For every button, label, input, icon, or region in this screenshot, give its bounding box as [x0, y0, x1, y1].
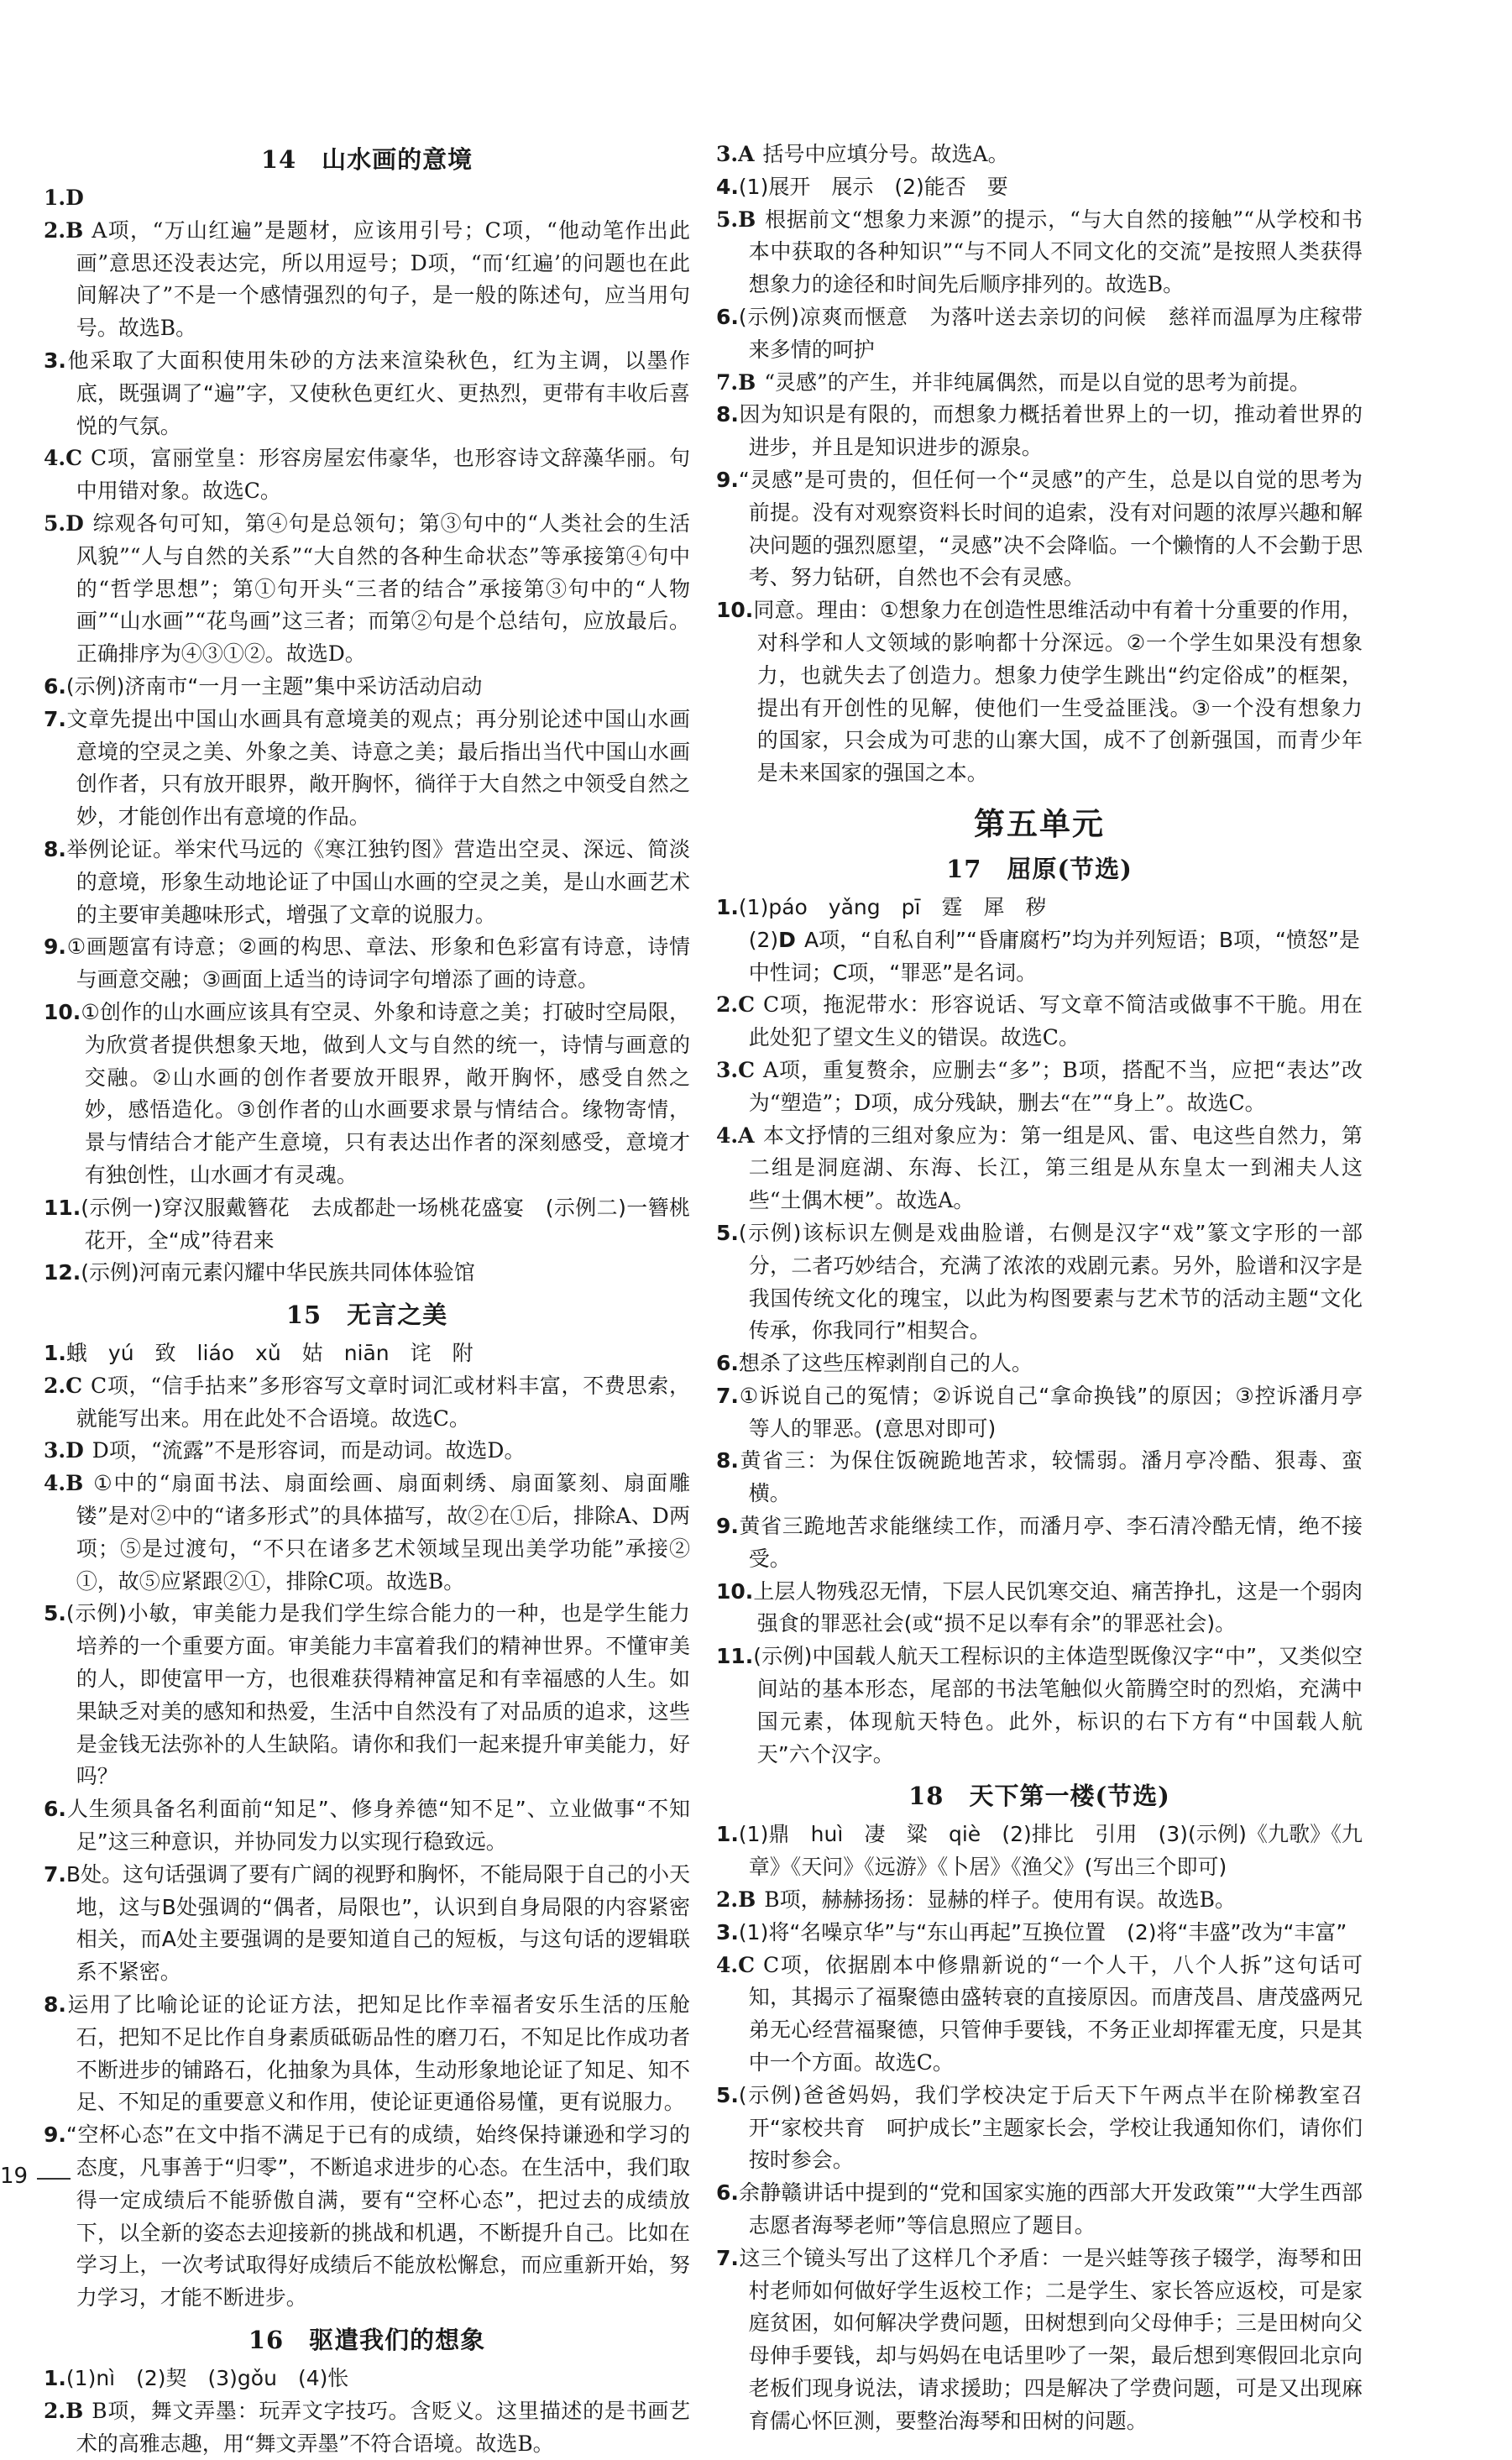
subitem-lead: (2) [748, 927, 779, 952]
answer-item [716, 139, 1363, 171]
unit-title: 第五单元 [974, 804, 1105, 842]
item-number: 2. [44, 217, 66, 243]
answer-text: C项，富丽堂皇：形容房屋宏伟豪华，也形容诗文辞藻华丽。句中用错对象。故选C。 [76, 446, 690, 504]
section-16-answers-left [44, 2363, 690, 2460]
answer-item [716, 1576, 1363, 1641]
answer-text: 因为知识是有限的，而想象力概括着世界上的一切，推动着世界的进步，并且是知识进步的源泉。 [738, 402, 1363, 460]
item-number: 5. [716, 1220, 739, 1245]
item-number: 7. [716, 369, 739, 395]
answer-item [716, 1641, 1363, 1771]
answer-text: 运用了比喻论证的论证方法，把知足比作幸福者安乐生活的压舱石，把知不足比作自身素质砥砺品性的磨刀石，不知足比作成功者不断进步的铺路石，化抽象为具体，生动形象地论证了知足、知不足、不知足的重要意义和作用，使论证更通俗易懂，更有说服力。 [65, 1992, 690, 2115]
item-number: 8. [716, 402, 739, 427]
answer-item [44, 1192, 690, 1258]
item-number: 10. [44, 999, 81, 1024]
item-number: 2. [716, 1887, 739, 1913]
item-number: 4. [716, 174, 739, 199]
page-number: 19 [0, 2164, 29, 2189]
section-title-15: 15 无言之美 [285, 1301, 448, 1330]
right-column [716, 139, 1363, 2438]
item-number: 10. [716, 598, 754, 623]
item-number: 6. [716, 304, 739, 329]
answer-text: “灵感”的产生，并非纯属偶然，而是以自觉的思考为前提。 [764, 369, 1311, 395]
answer-item [716, 1445, 1363, 1510]
answer-text: (1)展开 展示 (2)能否 要 [738, 174, 1008, 199]
item-number: 4. [44, 446, 66, 471]
answer-choice: C [738, 1952, 756, 1977]
answer-choice: B [738, 369, 756, 395]
item-number: 4. [716, 1952, 739, 1977]
answer-text: D项，“流露”不是形容词，而是动词。故选D。 [92, 1438, 526, 1463]
answer-choice: B [65, 2398, 84, 2423]
answer-text: A项，重复赘余，应删去“多”；B项，搭配不当，应把“表达”改为“塑造”；D项，成分残缺，删去“在”“身上”。故选C。 [748, 1057, 1363, 1115]
answer-text: 黄省三跪地苦求能继续工作，而潘月亭、李石清冷酷无情，绝不接受。 [738, 1514, 1363, 1571]
answer-choice: C [65, 446, 83, 471]
item-number: 4. [44, 1471, 66, 1496]
item-number: 5. [44, 510, 66, 536]
answer-choice: A [738, 142, 755, 166]
answer-item [44, 704, 690, 834]
left-column [44, 134, 690, 2460]
item-number: 5. [44, 1601, 66, 1626]
item-number: 6. [716, 1351, 739, 1376]
item-number: 8. [44, 836, 66, 861]
answer-text: 举例论证。举宋代马远的《寒江独钓图》营造出空灵、深远、简淡的意境，形象生动地论证了中国山水画的空灵之美，是山水画艺术的主要审美趣味形式，增强了文章的说服力。 [65, 836, 690, 927]
answer-choice: C [65, 1373, 83, 1398]
answer-text: “空杯心态”在文中指不满足于已有的成绩，始终保持谦逊和学习的态度，凡事善于“归零”，不断追求进步的心态。在生活中，我们取得一定成绩后不能骄傲自满，要有“空杯心态”，把过去的成绩放下，以全新的姿态去迎接新的挑战和机遇，不断提升自己。比如在学习上，一次考试取得好成绩后不能放松懈怠，而应重新开始，努力学习，才能不断进步。 [65, 2122, 690, 2311]
answer-item [44, 997, 690, 1192]
item-number: 6. [44, 673, 66, 699]
answer-text: (示例)小敏，审美能力是我们学生综合能力的一种，也是学生能力培养的一个重要方面。审美能力丰富着我们的精神世界。不懂审美的人，即使富甲一方，也很难获得精神富足和有幸福感的人生。如果缺乏对美的感知和热爱，生活中自然没有了对品质的追求，这些是金钱无法弥补的人生缺陷。请你和我们一起来提升审美能力，好吗？ [65, 1601, 690, 1789]
answer-item [44, 182, 690, 215]
answer-text: (示例)该标识左侧是戏曲脸谱，右侧是汉字“戏”篆文字形的一部分，二者巧妙结合，充满了浓浓的戏剧元素。另外，脸谱和汉字是我国传统文化的瑰宝，以此为构图要素与艺术节的活动主题“文化传承，你我同行”相契合。 [738, 1220, 1363, 1343]
answer-text: C项，拖泥带水：形容说话、写文章不简洁或做事不干脆。用在此处犯了望文生义的错误。故选C。 [748, 992, 1363, 1050]
item-number: 6. [716, 2180, 739, 2206]
answer-item [716, 1120, 1363, 1217]
answer-item [716, 1950, 1363, 2080]
answer-item [44, 1468, 690, 1598]
item-number: 3. [716, 142, 739, 166]
answer-item [716, 1055, 1363, 1120]
answer-item [716, 1217, 1363, 1348]
section-17-answers [716, 892, 1363, 1772]
item-number: 11. [716, 1644, 754, 1669]
answer-text: 人生须具备名利面前“知足”、修身养德“知不足”、立业做事“不知足”这三种意识，并协同发力以实现行稳致远。 [65, 1797, 690, 1855]
answer-text: ①画题富有诗意；②画的构思、章法、形象和色彩富有诗意，诗情与画意交融；③画面上适当的诗词字句增添了画的诗意。 [65, 934, 690, 992]
answer-text: ①诉说自己的冤情；②诉说自己“拿命换钱”的原因；③控诉潘月亭等人的罪恶。(意思对即可) [738, 1383, 1363, 1441]
answer-text: 括号中应填分号。故选A。 [762, 142, 1009, 166]
answer-item [716, 204, 1363, 301]
answer-item [44, 2363, 690, 2395]
answer-choice: A [738, 1123, 755, 1148]
answer-subitem [716, 924, 1363, 990]
answer-item [716, 171, 1363, 204]
answer-item [44, 671, 690, 704]
answer-item [716, 989, 1363, 1055]
item-number: 7. [716, 2245, 739, 2270]
section-title-18: 18 天下第一楼(节选) [908, 1782, 1170, 1811]
answer-text: B项，舞文弄墨：玩弄文字技巧。含贬义。这里描述的是书画艺术的高雅志趣，用“舞文弄墨”不符合语境。故选B。 [76, 2398, 690, 2456]
item-number: 3. [44, 348, 66, 373]
section-title-16: 16 驱遣我们的想象 [248, 2326, 486, 2354]
answer-text: A项，“自私自利”“昏庸腐朽”均为并列短语；B项，“愤怒”是中性词；C项，“罪恶”是名词。 [748, 927, 1360, 985]
item-number: 9. [44, 934, 66, 960]
item-number: 4. [716, 1123, 739, 1148]
answer-choice: C [738, 992, 756, 1018]
answer-item [44, 345, 690, 442]
item-number: 1. [44, 186, 66, 210]
answer-item [44, 215, 690, 345]
answer-item [716, 2243, 1363, 2438]
answer-choice: B [738, 207, 756, 232]
answer-item [716, 2080, 1363, 2177]
item-number: 1. [716, 894, 739, 919]
answer-text: ①中的“扇面书法、扇面绘画、扇面刺绣、扇面篆刻、扇面雕镂”是对②中的“诸多形式”的具体描写，故②在①后，排除A、D两项；⑤是过渡句，“不只在诸多艺术领域呈现出美学功能”承接②①，故⑤应紧跟②①，排除C项。故选B。 [76, 1471, 690, 1594]
answer-text: ①创作的山水画应该具有空灵、外象和诗意之美；打破时空局限，为欣赏者提供想象天地，做到人文与自然的统一，诗情与画意的交融。②山水画的创作者要放开眼界，敞开胸怀，感受自然之妙，感悟造化。③创作者的山水画要求景与情结合。缘物寄情，景与情结合才能产生意境，只有表达出作者的深刻感受，意境才有独创性，山水画才有灵魂。 [81, 999, 690, 1187]
answer-item [44, 2395, 690, 2460]
answer-item [716, 301, 1363, 367]
answer-text: (示例)中国载人航天工程标识的主体造型既像汉字“中”，又类似空间站的基本形态，尾部的书法笔触似火箭腾空时的烈焰，充满中国元素，体现航天特色。此外，标识的右下方有“中国载人航天”六个汉字。 [753, 1644, 1363, 1766]
item-number: 9. [44, 2122, 66, 2148]
answer-text: 本文抒情的三组对象应为：第一组是风、雷、电这些自然力，第二组是洞庭湖、东海、长江，第三组是从东皇太一到湘夫人这些“土偶木梗”。故选A。 [748, 1123, 1363, 1213]
item-number: 11. [44, 1195, 81, 1220]
answer-item [716, 892, 1363, 924]
item-number: 2. [716, 992, 739, 1018]
answer-item [716, 1510, 1363, 1576]
answer-text: 文章先提出中国山水画具有意境美的观点；再分别论述中国山水画意境的空灵之美、外象之美、诗意之美；最后指出当代中国山水画创作者，只有放开眼界，敞开胸怀，徜徉于大自然之中领受自然之妙，才能创作出有意境的作品。 [65, 706, 690, 830]
answer-item [716, 1819, 1363, 1884]
answer-text: 根据前文“想象力来源”的提示，“与大自然的接触”“从学校和书本中获取的各种知识”“与不同人不同文化的交流”是按照人类获得想象力的途径和时间先后顺序排列的。故选B。 [748, 207, 1363, 297]
item-number: 2. [44, 2398, 66, 2423]
answer-item [716, 1348, 1363, 1380]
answer-text: (示例)济南市“一月一主题”集中采访活动启动 [65, 673, 483, 699]
item-number: 8. [716, 1448, 739, 1473]
answer-item [44, 1598, 690, 1793]
answer-text: 这三个镜头写出了这样几个矛盾：一是兴蛙等孩子辍学，海琴和田村老师如何做好学生返校工作；二是学生、家长答应返校，可是家庭贫困，如何解决学费问题，田树想到向父母伸手；三是田树向父母伸手要钱，却与妈妈在电话里吵了一架，最后想到寒假回北京向老板们现身说法，请求援助；四是解决了学费问题，可是又出现麻育儒心怀叵测，要整治海琴和田树的问题。 [738, 2245, 1363, 2433]
answer-text: 综观各句可知，第④句是总领句；第③句中的“人类社会的生活风貌”“人与自然的关系”“大自然的各种生命状态”等承接第④句中的“哲学思想”；第①句开头“三者的结合”承接第③句中的“人物画”“山水画”“花鸟画”这三者；而第②句是个总结句，应放最后。正确排序为④③①②。故选D。 [76, 510, 690, 667]
answer-text: A项，“万山红遍”是题材，应该用引号；C项，“他动笔作出此画”意思还没表达完，所以用逗号；D项，“而‘红遍’的问题也在此间解决了”不是一个感情强烈的句子，是一般的陈述句，应当用句号。故选B。 [76, 217, 690, 341]
answer-item [44, 1370, 690, 1436]
answer-item [716, 464, 1363, 594]
answer-item [716, 367, 1363, 400]
answer-item [44, 1859, 690, 1989]
section-15-answers [44, 1337, 690, 2315]
item-number: 7. [44, 706, 66, 731]
answer-item [716, 399, 1363, 464]
answer-item [44, 508, 690, 671]
answer-item [44, 442, 690, 508]
answer-choice: B [65, 217, 84, 243]
item-number: 5. [716, 207, 739, 232]
answer-item [716, 594, 1363, 790]
answer-choice: B [65, 1471, 84, 1496]
section-title-14: 14 山水画的意境 [260, 145, 473, 174]
section-14-answers [44, 182, 690, 1290]
answer-item [44, 834, 690, 931]
answer-text: (1)nì (2)契 (3)gǒu (4)怅 [65, 2366, 349, 2390]
item-number: 1. [44, 2366, 66, 2390]
answer-text: 想杀了这些压榨剥削自己的人。 [738, 1351, 1033, 1376]
item-number: 8. [44, 1992, 66, 2018]
answer-text: (示例)爸爸妈妈，我们学校决定于后天下午两点半在阶梯教室召开“家校共育 呵护成长”主题家长会，学校让我通知你们，请你们按时参会。 [738, 2082, 1363, 2173]
answer-text: (1)鼎 huì 凄 粱 qiè (2)排比 引用 (3)(示例)《九歌》《九章》《天问》《远游》《卜居》《渔父》(写出三个即可) [738, 1822, 1363, 1880]
item-number: 12. [44, 1260, 81, 1285]
answer-item [44, 1257, 690, 1290]
answer-text: “灵感”是可贵的，但任何一个“灵感”的产生，总是以自觉的思考为前提。没有对观察资料长时间的追索，没有对问题的浓厚兴趣和解决问题的强烈愿望，“灵感”决不会降临。一个懒惰的人不会勤于思考、努力钻研，自然也不会有灵感。 [738, 467, 1363, 590]
section-16-answers-right [716, 139, 1363, 790]
answer-text: (示例)凉爽而惬意 为落叶送去亲切的问候 慈祥而温厚为庄稼带来多情的呵护 [738, 304, 1363, 362]
answer-choice: D [65, 186, 84, 210]
answer-text: (示例)河南元素闪耀中华民族共同体体验馆 [81, 1260, 475, 1285]
answer-item [44, 1989, 690, 2119]
answer-text: (1)páo yǎng pī 霆 犀 秽 [738, 894, 1047, 919]
item-number: 9. [716, 1514, 739, 1539]
answer-text: (示例一)穿汉服戴簪花 去成都赴一场桃花盛宴 (示例二)一簪桃花开，全“成”待君来 [81, 1195, 690, 1253]
answer-item [716, 1380, 1363, 1446]
answer-text: 上层人物残忍无情，下层人民饥寒交迫、痛苦挣扎，这是一个弱肉强食的罪恶社会(或“损不足以奉有余”的罪恶社会)。 [753, 1578, 1363, 1636]
item-number: 10. [716, 1578, 754, 1604]
page-number-rule [37, 2178, 71, 2180]
item-number: 7. [716, 1383, 739, 1408]
answer-choice: D [65, 1438, 84, 1463]
answer-choice: C [738, 1057, 756, 1082]
answer-text: (1)将“名噪京华”与“东山再起”互换位置 (2)将“丰盛”改为“丰富” [738, 1919, 1347, 1944]
item-number: 3. [44, 1438, 66, 1463]
answer-item [716, 1884, 1363, 1917]
answer-item [44, 1793, 690, 1859]
answer-item [44, 931, 690, 997]
section-title-17: 17 屈原(节选) [946, 854, 1133, 883]
answer-choice: D [778, 927, 796, 952]
item-number: 1. [716, 1822, 739, 1847]
answer-text: 余静赣讲话中提到的“党和国家实施的西部大开发政策”“大学生西部志愿者海琴老师”等信息照应了题目。 [738, 2180, 1363, 2238]
item-number: 1. [44, 1341, 66, 1366]
answer-text: C项，依据剧本中修鼎新说的“一个人干，八个人拆”这句话可知，其揭示了福聚德由盛转衰的直接原因。而唐茂昌、唐茂盛两兄弟无心经营福聚德，只管伸手要钱，不务正业却挥霍无度，只是其中一个方面。故选C。 [748, 1952, 1363, 2075]
item-number: 9. [716, 467, 739, 492]
item-number: 3. [716, 1057, 739, 1082]
answer-item [44, 1337, 690, 1370]
item-number: 3. [716, 1919, 739, 1944]
answer-item [716, 1917, 1363, 1950]
answer-text: C项，“信手拈来”多形容写文章时词汇或材料丰富，不费思索，就能写出来。用在此处不合语境。故选C。 [76, 1373, 690, 1431]
item-number: 5. [716, 2082, 739, 2107]
section-18-answers [716, 1819, 1363, 2437]
answer-text: 黄省三：为保住饭碗跪地苦求，较懦弱。潘月亭冷酷、狠毒、蛮横。 [738, 1448, 1363, 1506]
answer-item [716, 2177, 1363, 2243]
answer-text: 他采取了大面积使用朱砂的方法来渲染秋色，红为主调，以墨作底，既强调了“遍”字，又使秋色更红火、更热烈，更带有丰收后喜悦的气氛。 [65, 348, 690, 438]
answer-text: 同意。理由：①想象力在创造性思维活动中有着十分重要的作用，对科学和人文领域的影响都十分深远。②一个学生如果没有想象力，也就失去了创造力。想象力使学生跳出“约定俗成”的框架，提出有开创性的见解，使他们一生受益匪浅。③一个没有想象力的国家，只会成为可悲的山寨大国，成不了创新强国，而青少年是未来国家的强国之本。 [753, 598, 1363, 786]
answer-item [44, 2119, 690, 2315]
item-number: 2. [44, 1373, 66, 1398]
item-number: 7. [44, 1861, 66, 1887]
answer-item [44, 1435, 690, 1468]
item-number: 6. [44, 1797, 66, 1822]
answer-choice: B [738, 1887, 756, 1913]
answer-choice: D [65, 510, 84, 536]
answer-text: 蛾 yú 致 liáo xǔ 姑 niān 诧 附 [65, 1341, 473, 1366]
answer-text: B项，赫赫扬扬：显赫的样子。使用有误。故选B。 [764, 1887, 1236, 1913]
answer-text: B处。这句话强调了要有广阔的视野和胸怀，不能局限于自己的小天地，这与B处强调的“偶者，局限也”，认识到自身局限的内容紧密相关，而A处主要强调的是要知道自己的短板，与这句话的逻辑联系不紧密。 [65, 1861, 690, 1985]
